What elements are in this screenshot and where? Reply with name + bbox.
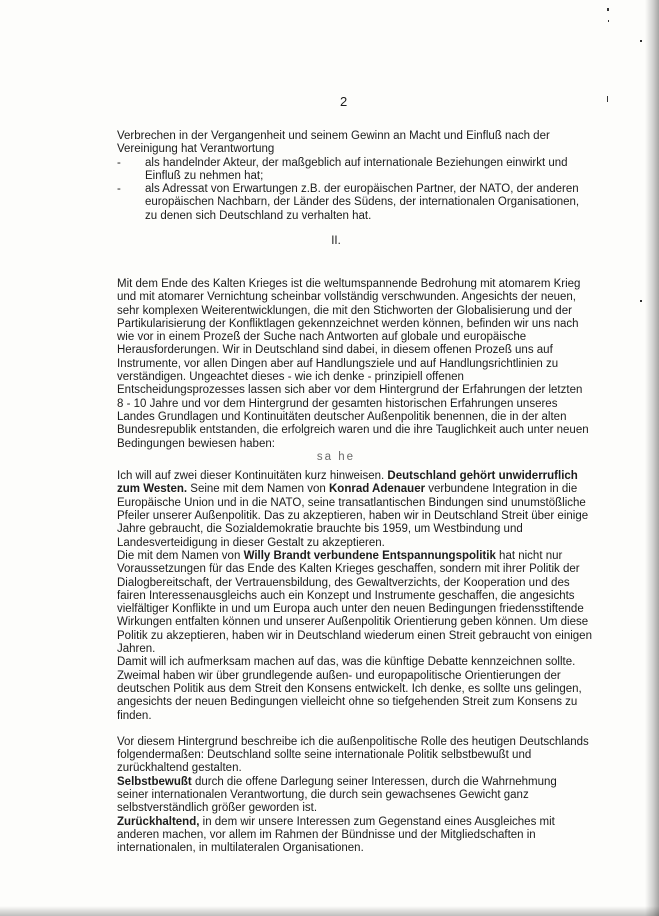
emphasis-text: Zurückhaltend, xyxy=(117,815,200,828)
body-line: Bundesrepublik entstanden, die erfolgreich waren und die ihre Tauglichkeit auch unter neuen xyxy=(117,424,589,437)
body-line: angesichts der neuen Bedingungen vielleicht ohne so tiefgehenden Streit zum Konsens zu xyxy=(117,696,578,709)
body-line: Jahre gebraucht, die Sozialdemokratie brauchte bis 1959, um Westbindung und xyxy=(117,523,523,536)
body-line: Europäische Union und in die NATO, seine transatlantischen Bindungen sind unumstößliche xyxy=(117,496,586,509)
body-line xyxy=(117,816,555,829)
intro-line: Vereinigung hat Verantwortung xyxy=(117,143,275,156)
bullet-line: zu denen sich Deutschland zu verhalten hat. xyxy=(145,209,372,222)
body-line: seiner internationalen Verantwortung, die durch sein gewachsenes Gewicht ganz xyxy=(117,788,529,801)
paragraph-1 xyxy=(117,278,589,464)
body-text: hat nicht nur xyxy=(499,549,563,562)
body-line: Wirkungen entfalten können und unserer Außenpolitik Orientierung geben können. Um diese xyxy=(117,616,589,629)
scan-shadow-right xyxy=(645,0,659,916)
body-line: Herausforderungen. Wir in Deutschland sind dabei, in diesem offenen Prozeß uns auf xyxy=(117,344,553,357)
lead-text: Ich will auf zwei dieser Kontinuitäten kurz hinweisen. xyxy=(117,470,385,483)
body-line xyxy=(117,483,578,496)
body-line: selbstverständlich größer geworden ist. xyxy=(117,802,318,815)
scan-speck xyxy=(640,300,642,302)
paragraph-7 xyxy=(117,816,555,856)
emphasis-text: Deutschland gehört unwiderruflich xyxy=(387,470,578,483)
scan-speck xyxy=(640,40,642,42)
emphasis-text: zum Westen. xyxy=(117,483,188,496)
body-line: Mit dem Ende des Kalten Krieges ist die weltumspannende Bedrohung mit atomarem Krieg xyxy=(117,278,581,290)
bullet-line: Einfluß zu nehmen hat; xyxy=(145,169,264,182)
body-line: folgendermaßen: Deutschland sollte seine internationale Politik selbstbewußt und xyxy=(117,749,532,762)
body-block xyxy=(117,278,592,855)
body-line: Bedingungen bewiesen haben: xyxy=(117,437,275,450)
scan-speck xyxy=(608,20,609,22)
emphasis-text: Selbstbewußt xyxy=(117,775,192,788)
bullet-item xyxy=(117,156,568,184)
bullet-line: europäischen Nachbarn, der Länder des Südens, der internationalen Organisationen, xyxy=(145,196,580,209)
body-line: Instrumente, vor allen Dingen aber auf Handlungsziele und auf Handlungsrichtlinien zu xyxy=(117,357,559,370)
body-line: Jahren. xyxy=(117,643,156,656)
body-line: sehr komplexen Weiterentwicklungen, die mit den Stichworten der Globalisierung und der xyxy=(117,304,572,317)
scan-speck xyxy=(607,8,609,11)
body-line: finden. xyxy=(117,709,152,722)
bullet-line: als handelnder Akteur, der maßgeblich auf internationale Beziehungen einwirkt und xyxy=(145,156,568,169)
name-emphasis: Konrad Adenauer xyxy=(329,483,426,496)
scan-speck xyxy=(607,96,608,102)
scan-shadow-bottom xyxy=(0,906,659,916)
body-line: zurückhaltend gestalten. xyxy=(117,762,242,775)
body-line: Vor diesem Hintergrund beschreibe ich die außenpolitische Rolle des heutigen Deutschlands xyxy=(117,735,589,748)
bullet-dash: - xyxy=(117,156,121,169)
body-line: internationalen, in multilateralen Organisationen. xyxy=(117,842,364,855)
body-line: Landes Grundlagen und Kontinuitäten deutscher Außenpolitik benennen, die in der alten xyxy=(117,410,567,423)
body-line: wie vor in einem Prozeß der Suche nach Antworten auf globale und europäische xyxy=(117,331,527,344)
bullet-dash: - xyxy=(117,183,121,196)
body-text: Seine mit dem Namen von xyxy=(190,483,326,496)
body-line: Landesverteidigung in dieser Gestalt zu akzeptieren. xyxy=(117,536,385,549)
body-line: Pfeiler unserer Außenpolitik. Das zu akzeptieren, haben wir in Deutschland Streit über einige xyxy=(117,510,589,523)
paragraph-2 xyxy=(117,470,589,550)
body-line: 8 - 10 Jahre und vor dem Hintergrund der gesamten historischen Erfahrungen unseres xyxy=(117,397,558,410)
body-line: Entscheidungsprozesses lassen sich aber vor dem Hintergrund der Erfahrungen der letzten xyxy=(117,384,583,397)
body-line: Voraussetzungen für das Ende des Kalten Krieges geschaffen, sondern mit ihrer Politik der xyxy=(117,563,580,576)
body-line: vielfältiger Konflikte in und um Europa auch unter den neuen Bedingungen friedensstiftende xyxy=(117,603,584,616)
body-line: verständigen. Ungeachtet dieses - wie ich denke - prinzipiell offenen xyxy=(117,371,464,384)
scan-residue-text: sa he xyxy=(316,450,356,463)
body-text: in dem wir unsere Interessen zum Gegenstand eines Ausgleiches mit xyxy=(202,815,555,828)
page-number: 2 xyxy=(340,94,348,109)
body-line: Politik zu akzeptieren, haben wir in Deutschland wiederum einen Streit gebraucht von einigen xyxy=(117,629,592,642)
paragraph-3 xyxy=(117,549,592,656)
intro-block xyxy=(117,130,580,223)
body-line: Zweimal haben wir über grundlegende außen- und europapolitische Orientierungen der xyxy=(117,669,561,682)
body-line: deutschen Politik aus dem Streit den Konsens entwickelt. Ich denke, es sollte uns gelingen, xyxy=(117,682,582,695)
paragraph-5 xyxy=(117,735,589,776)
body-text: verbundene Integration in die xyxy=(428,483,578,496)
section-heading: II. xyxy=(331,235,341,247)
lead-text: Die mit dem Namen von xyxy=(117,549,241,562)
paragraph-6 xyxy=(117,776,555,816)
body-line xyxy=(117,470,578,483)
body-line xyxy=(117,549,563,563)
body-line: Partikularisierung der Konfliktlagen gekennzeichnet werden können, befinden wir uns nach xyxy=(117,317,579,330)
body-line: Dialogbereitschaft, der Vertrauensbildung, des Gewaltverzichts, der Kooperation und des xyxy=(117,576,570,589)
body-line: fairen Interessenausgleichs auch ein Konzept und Instrumente geschaffen, die angesichts xyxy=(117,589,575,602)
body-line: Damit will ich aufmerksam machen auf das, was die künftige Debatte kennzeichnen sollte. xyxy=(117,656,576,669)
emphasis-text: Willy Brandt verbundene Entspannungspolitik xyxy=(243,549,496,562)
body-text: durch die offene Darlegung seiner Interessen, durch die Wahrnehmung xyxy=(194,775,557,788)
intro-line: Verbrechen in der Vergangenheit und seinem Gewinn an Macht und Einfluß nach der xyxy=(117,130,550,142)
bullet-item xyxy=(117,183,580,223)
body-line: anderen machen, vor allem im Rahmen der Bündnisse und der Mitgliedschaften in xyxy=(117,828,536,841)
bullet-line: als Adressat von Erwartungen z.B. der europäischen Partner, der NATO, der anderen xyxy=(145,183,579,196)
body-line xyxy=(117,776,555,789)
body-line: und mit atomarer Vernichtung scheinbar vollständig verschwunden. Angesichts der neuen, xyxy=(117,291,576,304)
paragraph-4 xyxy=(117,656,582,722)
